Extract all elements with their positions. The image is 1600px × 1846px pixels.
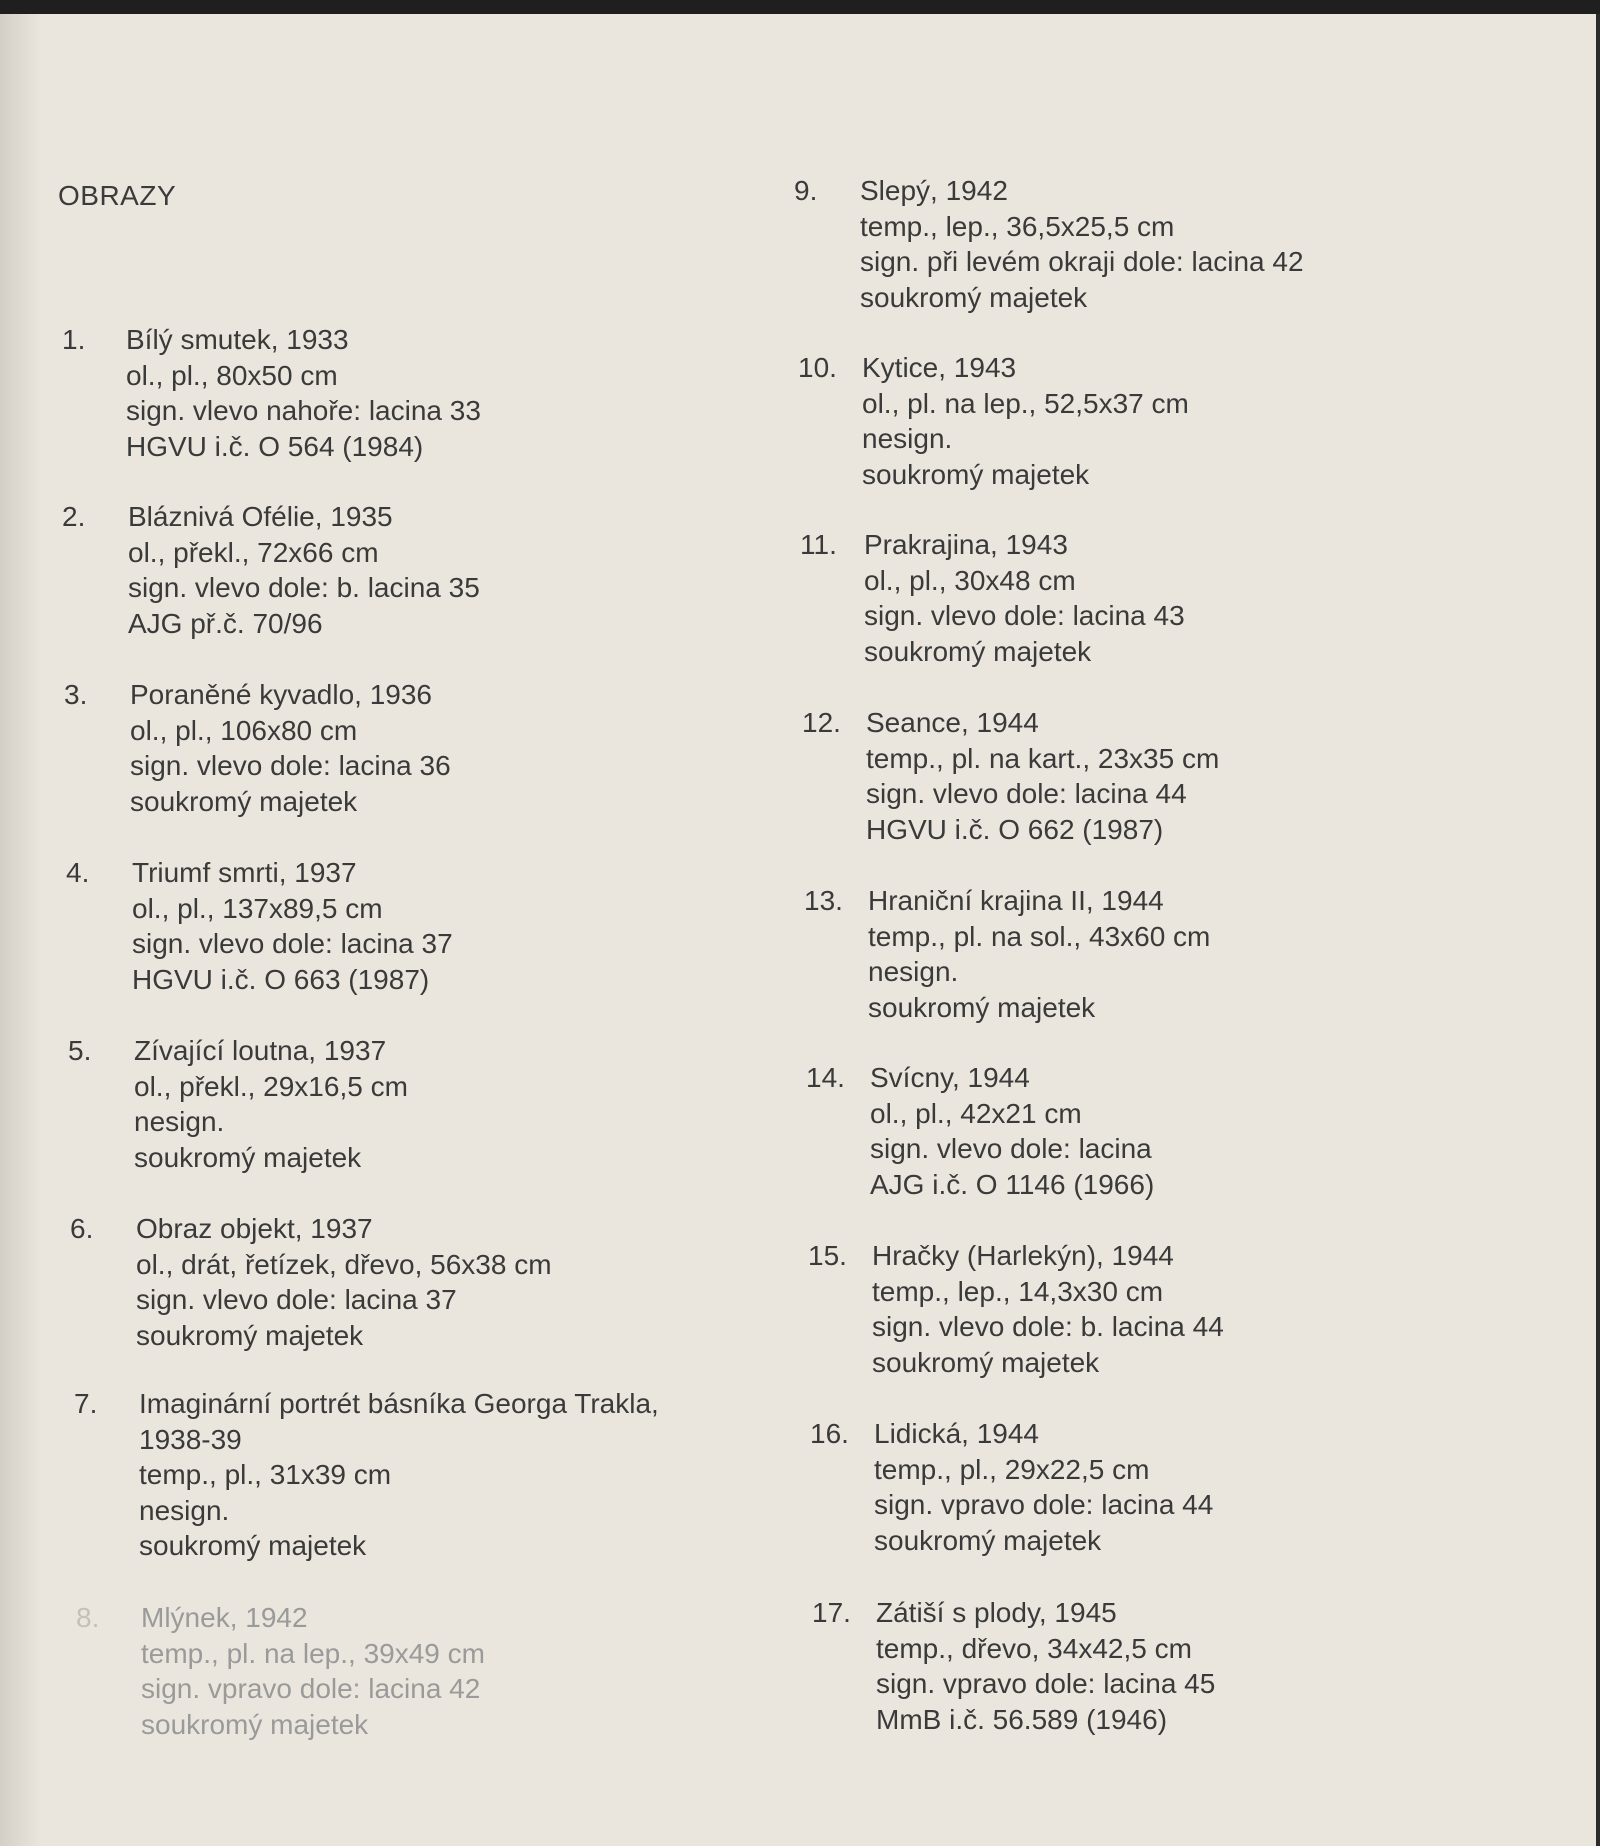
entry-details [872, 1238, 1224, 1380]
artwork-title: Svícny, 1944 [870, 1062, 1030, 1093]
entry-number: 4. [66, 857, 90, 888]
artwork-medium: ol., pl., 80x50 cm [126, 359, 338, 391]
artwork-medium: ol., překl., 29x16,5 cm [134, 1070, 408, 1102]
artwork-title: Slepý, 1942 [860, 175, 1008, 206]
artwork-owner: soukromý majetek [141, 1708, 369, 1740]
entry-number: 5. [68, 1035, 92, 1066]
entry-number: 1. [62, 324, 86, 355]
artwork-medium: ol., pl., 42x21 cm [870, 1097, 1082, 1129]
entry-number: 11. [800, 529, 837, 560]
entry-number: 17. [812, 1597, 851, 1628]
artwork-owner: soukromý majetek [136, 1319, 364, 1351]
artwork-medium: temp., pl. na sol., 43x60 cm [868, 920, 1211, 952]
entry-details [864, 527, 1185, 669]
artwork-medium: ol., pl., 137x89,5 cm [132, 892, 383, 924]
entry-number: 15. [808, 1240, 847, 1271]
artwork-owner: soukromý majetek [868, 991, 1096, 1023]
artwork-medium: ol., pl. na lep., 52,5x37 cm [862, 387, 1189, 419]
artwork-signature: sign. vlevo dole: lacina [870, 1133, 1152, 1164]
artwork-owner: HGVU i.č. O 662 (1987) [866, 813, 1164, 845]
artwork-title: Imaginární portrét básníka Georga Trakla, [139, 1388, 659, 1419]
entry-details [874, 1416, 1213, 1558]
artwork-owner: soukromý majetek [130, 785, 358, 817]
entry-number: 16. [810, 1418, 849, 1449]
artwork-title: Seance, 1944 [866, 707, 1039, 738]
artwork-title: Poraněné kyvadlo, 1936 [130, 679, 432, 710]
artwork-medium: temp., pl. na kart., 23x35 cm [866, 742, 1220, 774]
artwork-signature: nesign. [862, 423, 953, 454]
artwork-signature: sign. vpravo dole: lacina 45 [876, 1668, 1216, 1699]
entry-number: 7. [74, 1388, 98, 1419]
artwork-title: Triumf smrti, 1937 [132, 857, 357, 888]
artwork-medium: temp., pl., 31x39 cm [139, 1459, 392, 1490]
artwork-owner: soukromý majetek [872, 1346, 1100, 1378]
artwork-title: Obraz objekt, 1937 [136, 1213, 373, 1244]
artwork-owner: AJG př.č. 70/96 [128, 607, 323, 639]
artwork-medium: temp., lep., 36,5x25,5 cm [860, 210, 1175, 242]
artwork-signature: sign. vlevo dole: b. lacina 44 [872, 1311, 1224, 1342]
entry-number: 2. [62, 501, 86, 532]
artwork-owner: soukromý majetek [860, 281, 1088, 313]
entry-details [868, 883, 1210, 1025]
artwork-owner: HGVU i.č. O 663 (1987) [132, 963, 430, 995]
artwork-medium: ol., pl., 30x48 cm [864, 564, 1076, 596]
entry-number: 8. [76, 1602, 100, 1633]
artwork-owner: HGVU i.č. O 564 (1984) [126, 430, 424, 462]
artwork-medium: temp., pl., 29x22,5 cm [874, 1453, 1150, 1485]
artwork-title: Hraniční krajina II, 1944 [868, 885, 1164, 916]
entry-details [139, 1386, 659, 1564]
artwork-owner: AJG i.č. O 1146 (1966) [870, 1168, 1155, 1200]
entry-number: 10. [798, 352, 837, 383]
entry-details [862, 350, 1189, 492]
entry-details [132, 855, 453, 997]
page-right-edge [1596, 14, 1600, 1846]
binding-shadow [0, 14, 42, 1846]
artwork-signature: nesign. [868, 956, 959, 987]
entry-number: 14. [806, 1062, 845, 1093]
artwork-medium: ol., pl., 106x80 cm [130, 714, 358, 746]
artwork-medium: temp., dřevo, 34x42,5 cm [876, 1632, 1192, 1664]
artwork-signature: sign. vlevo dole: lacina 36 [130, 750, 451, 781]
entry-number: 12. [802, 707, 841, 738]
artwork-signature: sign. vlevo dole: lacina 37 [136, 1284, 457, 1315]
artwork-medium: ol., překl., 72x66 cm [128, 536, 379, 568]
entry-number: 6. [70, 1213, 94, 1244]
artwork-title: Kytice, 1943 [862, 352, 1017, 383]
artwork-title: Bláznivá Ofélie, 1935 [128, 501, 393, 532]
entry-number: 9. [794, 175, 818, 206]
artwork-signature: sign. vlevo dole: b. lacina 35 [128, 572, 480, 603]
artwork-owner: soukromý majetek [134, 1141, 362, 1173]
artwork-signature: sign. vlevo dole: lacina 44 [866, 778, 1187, 809]
artwork-signature: nesign. [134, 1106, 225, 1137]
artwork-title: Zívající loutna, 1937 [134, 1035, 387, 1066]
artwork-title-cont: 1938-39 [139, 1423, 242, 1455]
artwork-signature: sign. vpravo dole: lacina 42 [141, 1673, 481, 1704]
entry-details [130, 677, 451, 819]
artwork-title: Prakrajina, 1943 [864, 529, 1068, 560]
artwork-title: Hračky (Harlekýn), 1944 [872, 1240, 1174, 1271]
entry-details [128, 499, 480, 641]
entry-details [870, 1060, 1154, 1202]
artwork-signature: sign. vlevo nahoře: lacina 33 [126, 395, 481, 426]
artwork-title: Bílý smutek, 1933 [126, 324, 349, 355]
artwork-title: Lidická, 1944 [874, 1418, 1040, 1449]
artwork-signature: nesign. [139, 1494, 230, 1526]
artwork-owner: soukromý majetek [862, 458, 1090, 490]
artwork-medium: ol., drát, řetízek, dřevo, 56x38 cm [136, 1248, 552, 1280]
artwork-medium: temp., pl. na lep., 39x49 cm [141, 1637, 485, 1669]
artwork-medium: temp., lep., 14,3x30 cm [872, 1275, 1164, 1307]
entry-details [134, 1033, 408, 1175]
artwork-signature: sign. při levém okraji dole: lacina 42 [860, 246, 1304, 277]
artwork-signature: sign. vlevo dole: lacina 37 [132, 928, 453, 959]
entry-number: 3. [64, 679, 88, 710]
entry-details [860, 173, 1304, 315]
entry-details [126, 322, 481, 464]
artwork-owner: MmB i.č. 56.589 (1946) [876, 1703, 1168, 1735]
artwork-signature: sign. vlevo dole: lacina 43 [864, 600, 1185, 631]
artwork-title: Zátiší s plody, 1945 [876, 1597, 1117, 1628]
entry-details [141, 1600, 485, 1742]
entry-number: 13. [804, 885, 843, 916]
entry-details [136, 1211, 552, 1353]
page-top-edge [0, 0, 1600, 14]
artwork-owner: soukromý majetek [864, 635, 1092, 667]
entry-details [876, 1595, 1215, 1737]
section-title: OBRAZY [58, 180, 177, 211]
artwork-owner: soukromý majetek [139, 1530, 367, 1561]
artwork-title: Mlýnek, 1942 [141, 1602, 308, 1633]
artwork-owner: soukromý majetek [874, 1524, 1102, 1556]
entry-details [866, 705, 1219, 847]
artwork-signature: sign. vpravo dole: lacina 44 [874, 1489, 1214, 1520]
